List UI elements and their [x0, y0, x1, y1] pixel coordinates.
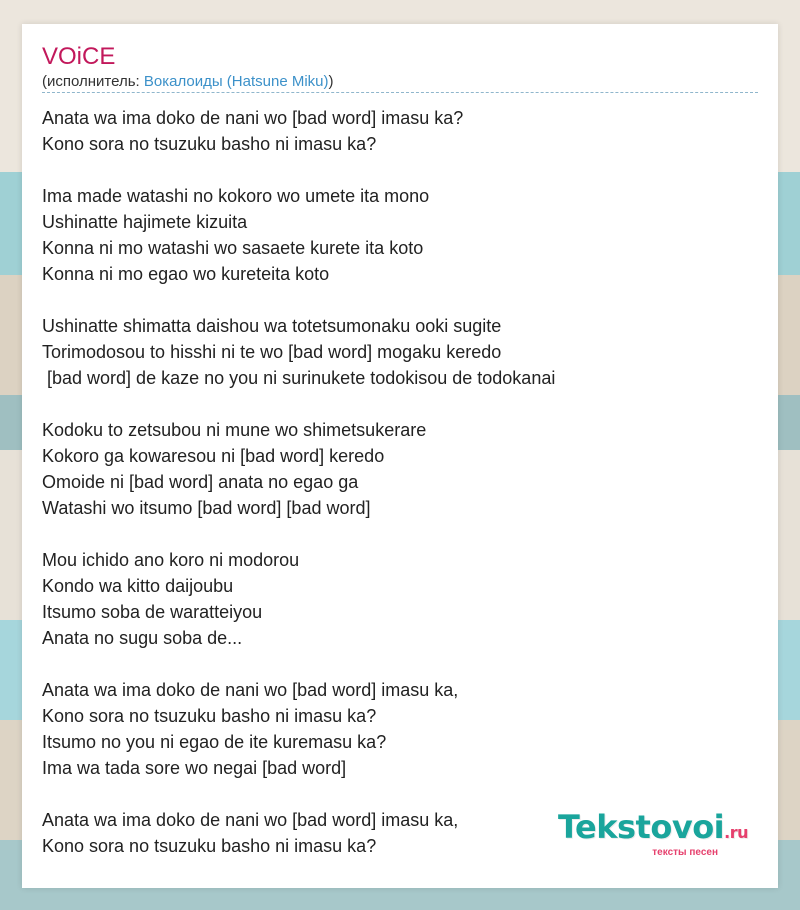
lyrics-line: Kokoro ga kowaresou ni [bad word] keredo	[42, 446, 385, 466]
lyrics-line: Itsumo no you ni egao de ite kuremasu ka?	[42, 732, 387, 752]
artist-link[interactable]: Вокалоиды (Hatsune Miku)	[143, 73, 329, 90]
lyrics-line: Omoide ni [bad word] anata no egao ga	[42, 472, 359, 492]
lyrics-body	[42, 105, 758, 859]
logo-main-text: Tekstovoi	[557, 808, 725, 846]
logo-wordmark	[557, 808, 748, 849]
artist-suffix: )	[328, 73, 334, 90]
artist-line	[42, 73, 758, 93]
lyrics-stanza	[42, 677, 758, 781]
lyrics-line: Itsumo soba de waratteiyou	[42, 602, 263, 622]
lyrics-line: Konna ni mo egao wo kureteita koto	[42, 264, 330, 284]
lyrics-stanza	[42, 547, 758, 651]
lyrics-line: Anata wa ima doko de nani wo [bad word] imasu ka,	[42, 810, 459, 830]
lyrics-line: Watashi wo itsumo [bad word] [bad word]	[42, 498, 371, 518]
lyrics-line: Konna ni mo watashi wo sasaete kurete ita koto	[42, 238, 424, 258]
lyrics-line: Kono sora no tsuzuku basho ni imasu ka?	[42, 836, 377, 856]
lyrics-line: [bad word] de kaze no you ni surinukete todokisou de todokanai	[42, 368, 556, 388]
lyrics-line: Kono sora no tsuzuku basho ni imasu ka?	[42, 706, 377, 726]
lyrics-stanza	[42, 313, 758, 391]
logo-tld: .ru	[724, 823, 748, 842]
artist-prefix: (исполнитель:	[42, 73, 144, 90]
lyrics-line: Ushinatte hajimete kizuita	[42, 212, 248, 232]
lyrics-line: Anata wa ima doko de nani wo [bad word] imasu ka,	[42, 680, 459, 700]
logo-tagline: тексты песен	[652, 847, 718, 858]
lyrics-line: Ima made watashi no kokoro wo umete ita mono	[42, 186, 430, 206]
lyrics-stanza	[42, 183, 758, 287]
lyrics-stanza	[42, 417, 758, 521]
lyrics-line: Torimodosou to hisshi ni te wo [bad word] mogaku keredo	[42, 342, 502, 362]
lyrics-line: Anata no sugu soba de...	[42, 628, 243, 648]
lyrics-line: Kono sora no tsuzuku basho ni imasu ka?	[42, 134, 377, 154]
site-logo[interactable]	[557, 808, 748, 858]
lyrics-line: Anata wa ima doko de nani wo [bad word] imasu ka?	[42, 108, 464, 128]
song-title: VOiCE	[42, 43, 116, 70]
lyrics-stanza	[42, 105, 758, 157]
lyrics-line: Ushinatte shimatta daishou wa totetsumonaku ooki sugite	[42, 316, 502, 336]
lyrics-line: Kodoku to zetsubou ni mune wo shimetsukerare	[42, 420, 427, 440]
lyrics-card	[22, 24, 778, 888]
lyrics-line: Kondo wa kitto daijoubu	[42, 576, 234, 596]
lyrics-line: Mou ichido ano koro ni modorou	[42, 550, 300, 570]
lyrics-line: Ima wa tada sore wo negai [bad word]	[42, 758, 347, 778]
